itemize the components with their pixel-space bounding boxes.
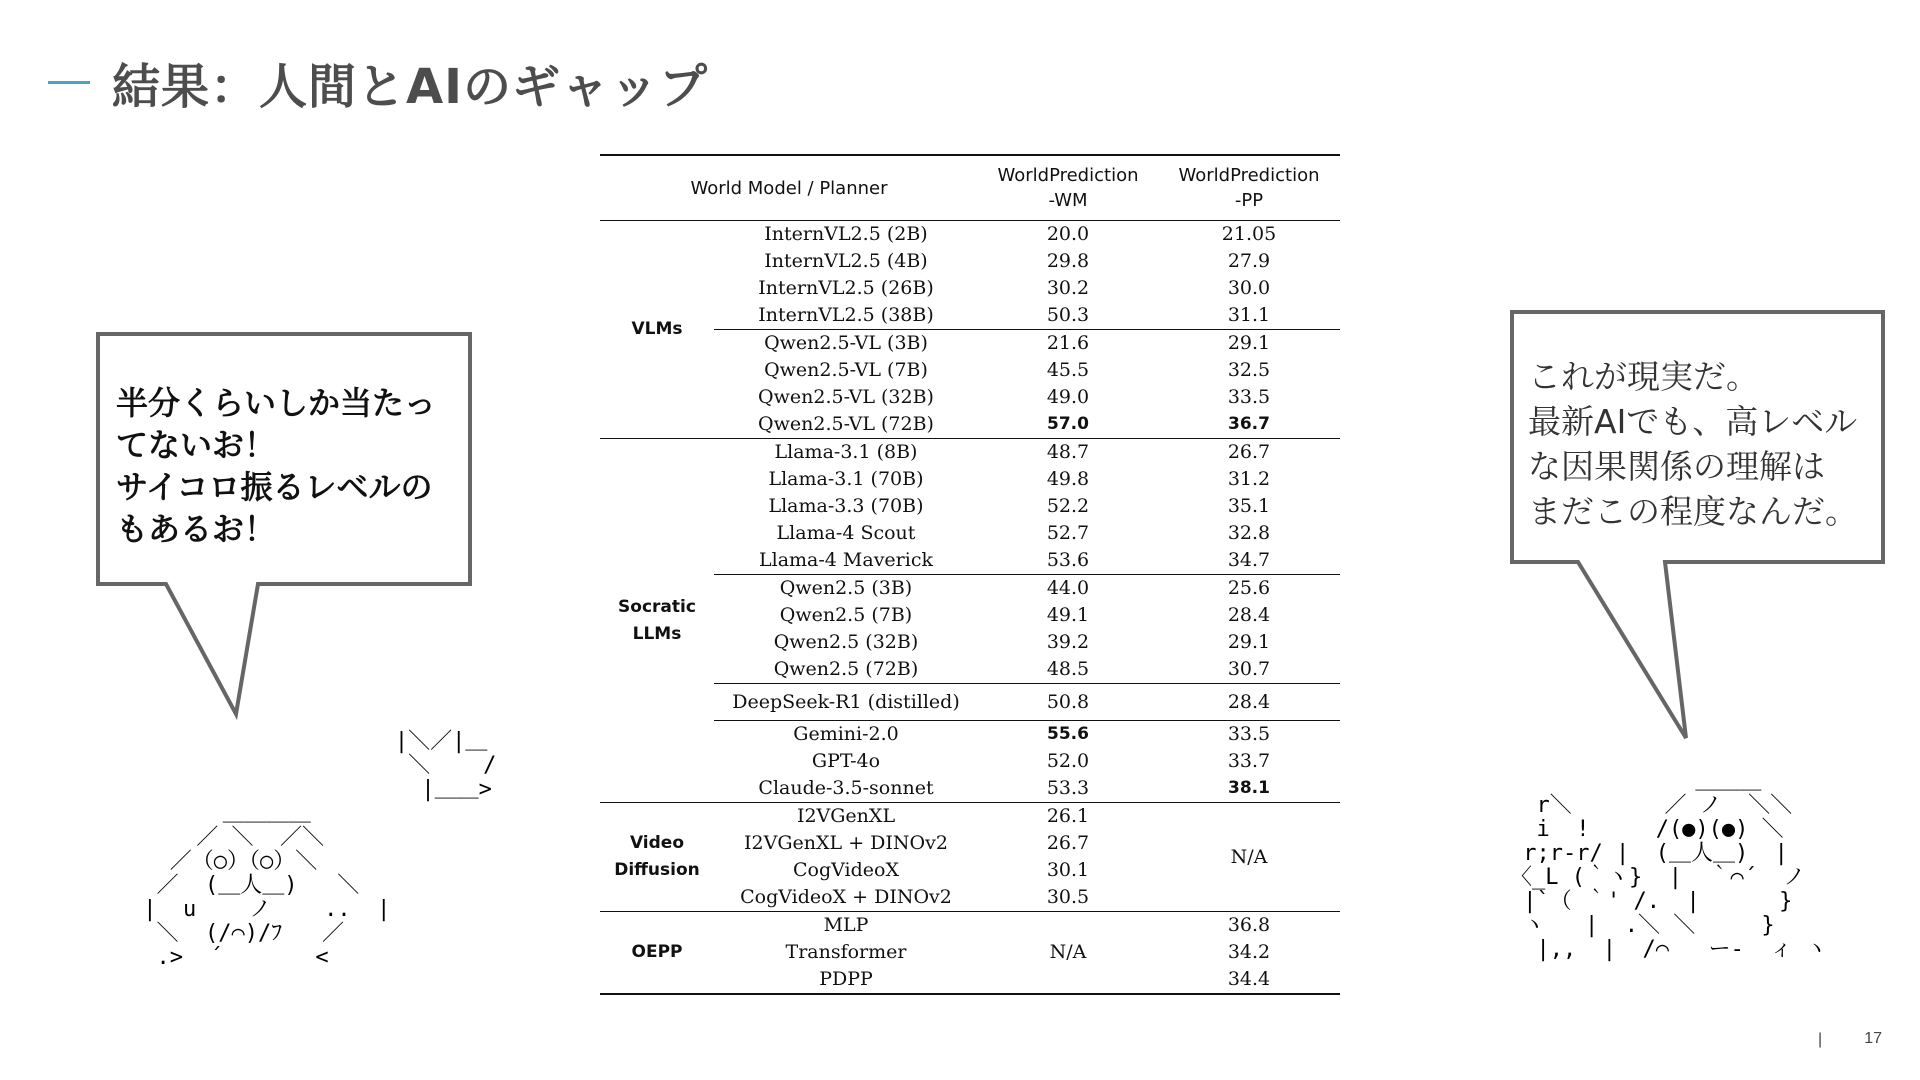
model-name: InternVL2.5 (38B) xyxy=(758,304,934,326)
page-separator: | xyxy=(1818,1031,1823,1048)
table-row xyxy=(600,912,1340,940)
pp-value-na: N/A xyxy=(1230,845,1268,868)
pp-value: 34.4 xyxy=(1158,966,1340,994)
table-row xyxy=(600,221,1340,249)
wm-value: 53.6 xyxy=(1046,549,1090,571)
wm-value: 49.0 xyxy=(1046,386,1090,408)
model-name: Llama-4 Maverick xyxy=(759,549,933,571)
header-pp xyxy=(1158,155,1340,221)
wm-value: 50.3 xyxy=(1046,304,1090,326)
wm-value: 30.5 xyxy=(1046,886,1090,908)
wm-value: 48.7 xyxy=(1046,441,1090,463)
wm-value: 53.3 xyxy=(1046,777,1090,799)
right-ascii-character: ＿＿＿ r＼ ／ ノ ＼＼ i ! /(●)(●) ＼ r;r‐r/ | (＿人＿) | 〈_L (｀ヽ} | ｀⌒´ ノ |`（ ｀' /. | } ヽ | .＼ ＼ } |,, | /⌒ ー‐ ィ ヽ xyxy=(1510,769,1828,962)
header-wm-label: WorldPrediction -WM xyxy=(997,165,1139,211)
model-name: InternVL2.5 (4B) xyxy=(764,250,928,272)
table-row xyxy=(600,439,1340,467)
model-name: Qwen2.5-VL (72B) xyxy=(758,413,934,435)
header-pp-label: WorldPrediction -PP xyxy=(1178,165,1320,211)
wm-value: 52.0 xyxy=(1046,750,1090,772)
pp-value: 29.1 xyxy=(1158,330,1340,358)
model-name: Gemini-2.0 xyxy=(714,721,978,749)
model-name: InternVL2.5 (26B) xyxy=(758,277,934,299)
wm-value: 52.2 xyxy=(1046,495,1090,517)
pp-value: 30.7 xyxy=(1227,658,1271,680)
model-name: Transformer xyxy=(785,941,907,963)
wm-value: 49.8 xyxy=(1046,468,1090,490)
pp-value: 36.8 xyxy=(1227,914,1271,936)
pp-value: 30.0 xyxy=(1227,277,1271,299)
wm-value: 50.8 xyxy=(978,684,1158,721)
model-name: Llama-3.3 (70B) xyxy=(768,495,924,517)
model-name: Llama-3.1 (70B) xyxy=(768,468,924,490)
group-socratic-label: Socratic LLMs xyxy=(618,596,696,644)
wm-value-best: 57.0 xyxy=(1047,414,1089,434)
group-video xyxy=(600,803,714,912)
wm-value-na: N/A xyxy=(978,912,1158,995)
wm-value: 49.1 xyxy=(1046,604,1090,626)
group-socratic xyxy=(600,439,714,803)
header-planner: World Model / Planner xyxy=(690,177,888,199)
pp-value: 33.5 xyxy=(1227,386,1271,408)
model-name: MLP xyxy=(823,914,869,936)
left-bubble-text: 半分くらいしか当たっ てないお！ サイコロ振るレベルの もあるお！ xyxy=(116,384,437,548)
pp-value: 28.4 xyxy=(1158,684,1340,721)
pp-value: 27.9 xyxy=(1227,250,1271,272)
group-oepp: OEPP xyxy=(600,912,714,995)
pp-value: 32.8 xyxy=(1227,522,1271,544)
pp-value: 28.4 xyxy=(1227,604,1271,626)
pp-value: 32.5 xyxy=(1227,359,1271,381)
pp-value: 34.7 xyxy=(1227,549,1271,571)
pp-value: 26.7 xyxy=(1227,441,1271,463)
wm-value: 29.8 xyxy=(1046,250,1090,272)
model-name: Qwen2.5 (72B) xyxy=(773,658,919,680)
pp-value: 29.1 xyxy=(1227,631,1271,653)
model-name: Claude-3.5-sonnet xyxy=(758,777,934,799)
left-ascii-character: |＼／|＿ ＼ / |＿＿> ＿＿＿＿ ／ ＼ ／＼ ／（○）（○）＼ ／ (＿人＿) ＼ | u ノ .. | ＼ (/⌒)/ﾌ ／ .> ´ < xyxy=(143,729,497,970)
model-name: Llama-3.1 (8B) xyxy=(774,441,918,463)
pp-value-best: 36.7 xyxy=(1228,414,1270,434)
wm-value: 39.2 xyxy=(1046,631,1090,653)
group-vlms: VLMs xyxy=(631,319,683,339)
page-number: 17 xyxy=(1864,1030,1882,1047)
wm-value: 30.1 xyxy=(1046,859,1090,881)
pp-value: 35.1 xyxy=(1227,495,1271,517)
slide-title: 結果：人間とAIのギャップ xyxy=(112,59,709,115)
model-name: GPT-4o xyxy=(811,750,881,772)
model-name: I2VGenXL xyxy=(796,805,896,827)
pp-value: 31.1 xyxy=(1227,304,1271,326)
model-name: DeepSeek-R1 (distilled) xyxy=(714,684,978,721)
model-name: Llama-4 Scout xyxy=(776,522,916,544)
model-name: CogVideoX + DINOv2 xyxy=(740,886,952,908)
model-name: CogVideoX xyxy=(793,859,899,881)
model-name: Qwen2.5 (32B) xyxy=(773,631,919,653)
model-name: Qwen2.5 (7B) xyxy=(779,604,913,626)
model-name: InternVL2.5 (2B) xyxy=(764,223,928,245)
header-wm xyxy=(978,155,1158,221)
model-name: PDPP xyxy=(714,966,978,994)
pp-value: 33.5 xyxy=(1158,721,1340,749)
wm-value: 48.5 xyxy=(1046,658,1090,680)
model-name: I2VGenXL + DINOv2 xyxy=(744,832,948,854)
group-video-label: Video Diffusion xyxy=(614,833,700,880)
wm-value: 52.7 xyxy=(1046,522,1090,544)
wm-value-best: 55.6 xyxy=(978,721,1158,749)
pp-value: 21.05 xyxy=(1221,223,1277,245)
pp-value: 34.2 xyxy=(1227,941,1271,963)
wm-value: 26.7 xyxy=(1046,832,1090,854)
wm-value: 21.6 xyxy=(978,330,1158,358)
model-name: Qwen2.5-VL (7B) xyxy=(764,359,928,381)
wm-value: 44.0 xyxy=(978,575,1158,603)
pp-value: 31.2 xyxy=(1227,468,1271,490)
pp-value-best: 38.1 xyxy=(1228,778,1270,798)
wm-value: 45.5 xyxy=(1046,359,1090,381)
model-name: Qwen2.5-VL (32B) xyxy=(758,386,934,408)
model-name: Qwen2.5 (3B) xyxy=(714,575,978,603)
results-table xyxy=(600,154,1340,995)
model-name: Qwen2.5-VL (3B) xyxy=(714,330,978,358)
wm-value: 30.2 xyxy=(1046,277,1090,299)
wm-value: 26.1 xyxy=(1046,805,1090,827)
pp-value: 25.6 xyxy=(1158,575,1340,603)
pp-value: 33.7 xyxy=(1227,750,1271,772)
table-row xyxy=(600,803,1340,831)
right-bubble-text: これが現実だ。 最新AIでも、高レベル な因果関係の理解は まだこの程度なんだ。 xyxy=(1528,357,1858,531)
wm-value: 20.0 xyxy=(1046,223,1090,245)
